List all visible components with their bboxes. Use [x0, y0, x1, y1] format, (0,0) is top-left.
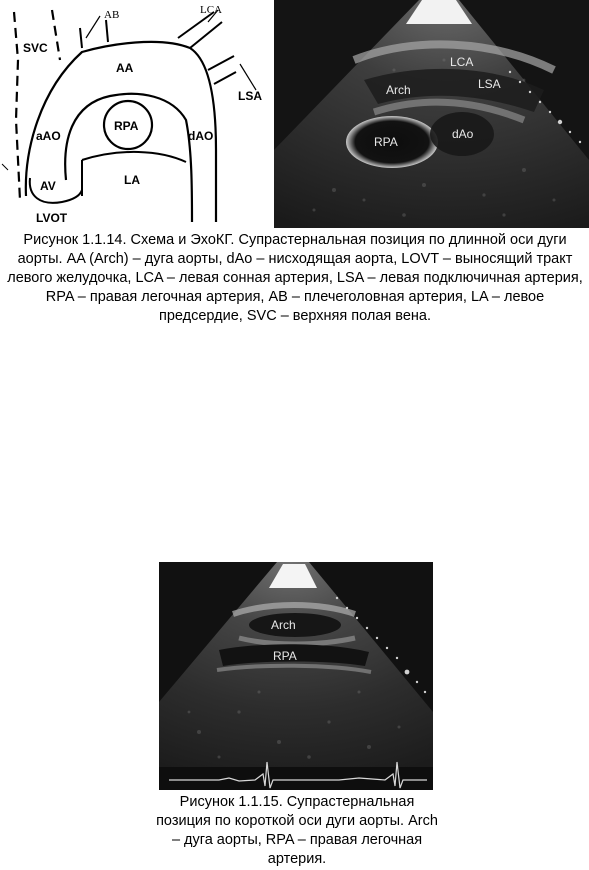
- label-lsa: LSA: [238, 89, 262, 103]
- ab-pointer-line: [86, 16, 100, 38]
- lsa-vessel-upper-wall: [208, 56, 234, 70]
- echo-sector-long-axis: [274, 0, 589, 228]
- echo-label-dao: dAo: [452, 127, 474, 141]
- label-rpa: RPA: [114, 119, 139, 133]
- short-axis-echo-image: [159, 562, 433, 790]
- label-aa: AA: [116, 61, 134, 75]
- figure-1-caption: Рисунок 1.1.14. Схема и ЭхоКГ. Супрастернальная позиция по длинной оси дуги аорты. AA (Arch) – дуга аорты, dAo – нисходящая аорта, LOVT – выносящий тракт левого желудочка, LCA – левая сонная артерия, LSA – левая подключичная артерия, RPA – правая легочная артерия, AB – плечеголовная артерия, LA – левое предсердие, SVC – верхняя полая вена.: [7, 232, 583, 324]
- ab-vessel-right-wall: [106, 20, 108, 42]
- label-lca: LCA: [200, 4, 222, 16]
- label-av: AV: [40, 179, 56, 193]
- label-aao: aAO: [36, 129, 61, 143]
- echo-label-arch: Arch: [271, 618, 296, 632]
- lsa-vessel-lower-wall: [214, 72, 236, 84]
- label-la: LA: [124, 173, 140, 187]
- aortic-arch-schematic: [0, 0, 272, 228]
- label-ab: AB: [104, 9, 120, 21]
- label-svc: SVC: [23, 41, 48, 55]
- echo-sector: [274, 0, 589, 228]
- echo-label-rpa: RPA: [273, 649, 297, 663]
- echo-label-lsa: LSA: [478, 77, 501, 91]
- schematic-drawing: [0, 0, 272, 228]
- edge-mark: [2, 164, 8, 170]
- svc-right-dashed-line: [52, 10, 60, 60]
- lsa-pointer-line: [240, 64, 256, 90]
- label-dao: dAO: [188, 129, 214, 143]
- ecg-strip-background: [159, 767, 433, 790]
- ab-vessel-left-wall: [80, 28, 82, 48]
- echo-label-lca: LCA: [450, 55, 474, 69]
- echo-sector-short-axis: [159, 562, 433, 790]
- left-atrium-roof: [82, 152, 186, 162]
- echo-label-rpa: RPA: [374, 135, 398, 149]
- figure-2-caption: Рисунок 1.1.15. Супрастернальная позиция по короткой оси дуги аорты. Arch – дуга аорты, RPA – правая легочная артерия.: [156, 794, 438, 867]
- aortic-valve-outline: [30, 178, 82, 203]
- svc-left-dashed-line: [14, 12, 20, 200]
- label-lvot: LVOT: [36, 211, 68, 225]
- echo-label-arch: Arch: [386, 83, 411, 97]
- long-axis-echo-image: [274, 0, 589, 228]
